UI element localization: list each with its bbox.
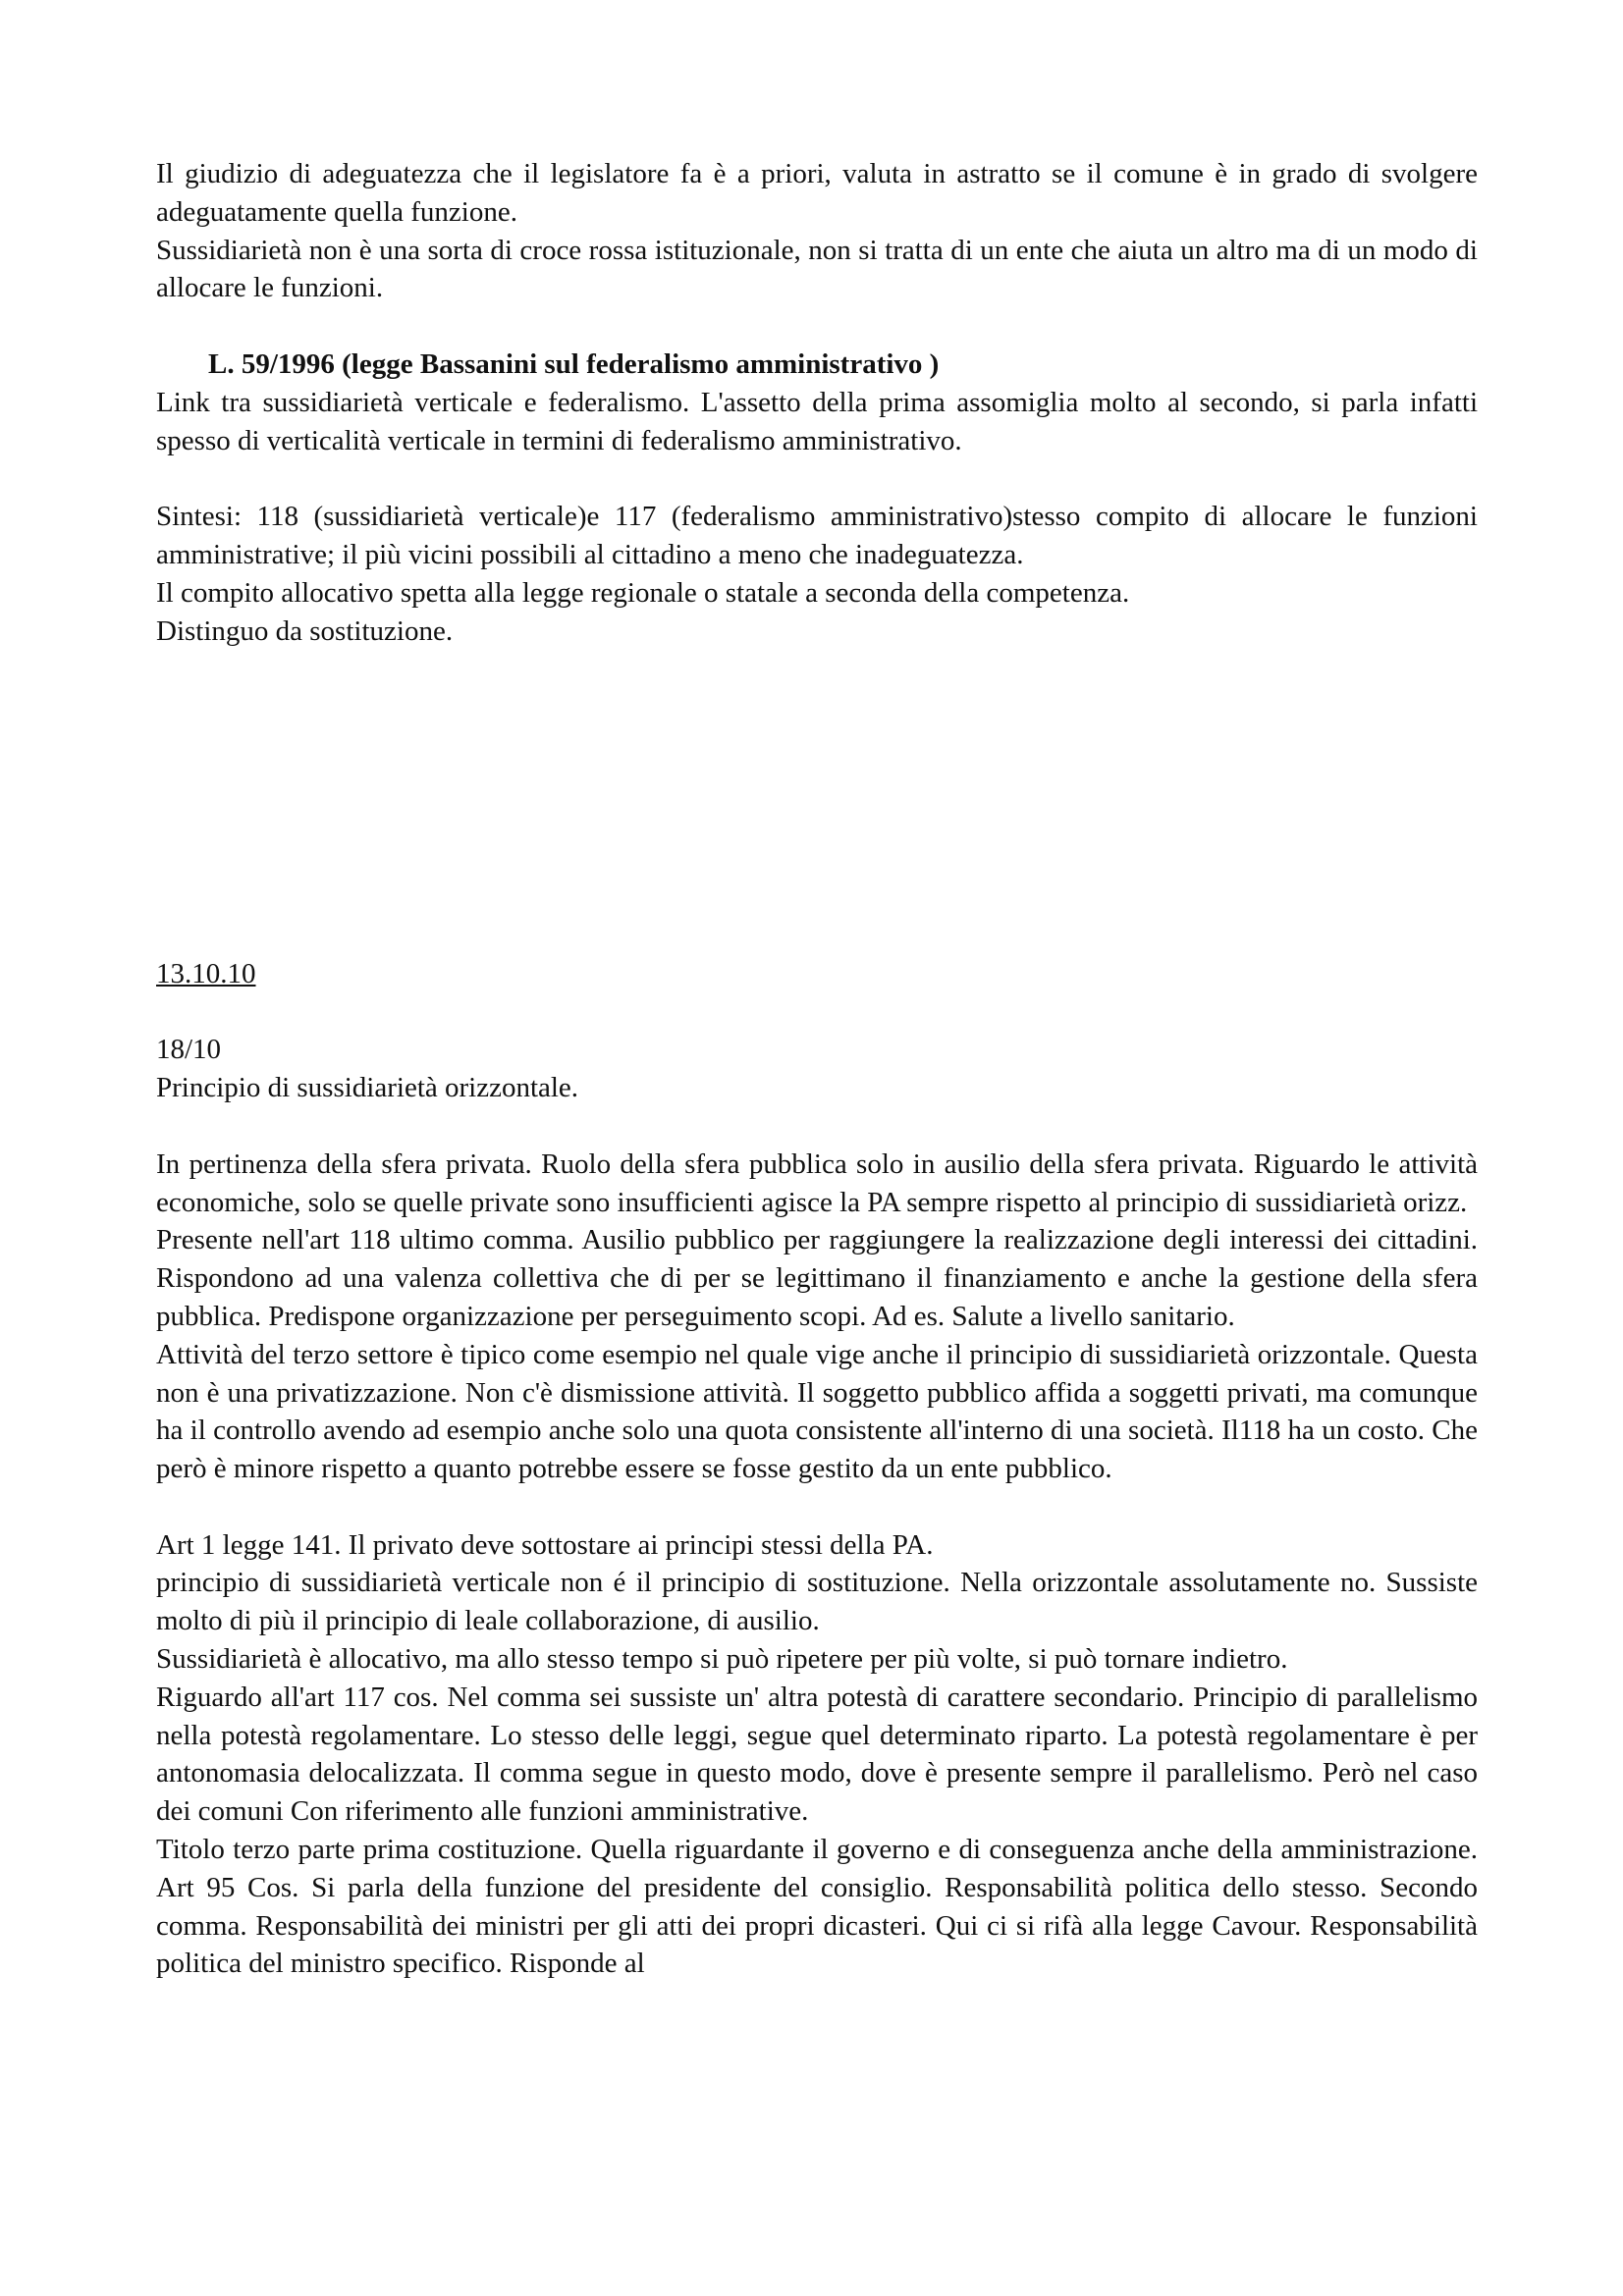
blank-line (156, 993, 1478, 1032)
blank-line (156, 688, 1478, 726)
paragraph: Riguardo all'art 117 cos. Nel comma sei sussiste un' altra potestà di carattere secondario. Principio di parallelismo nella potestà regolamentare. Lo stesso delle leggi, segue quel determinato riparto. La potestà regolamentare è per antonomasia delocalizzata. Il comma segue in questo modo, dove è presente sempre il parallelismo. Però nel caso dei comuni Con riferimento alle funzioni amministrative. (156, 1681, 1478, 1828)
paragraph: Il compito allocativo spetta alla legge regionale o statale a seconda della competenza. (156, 576, 1130, 609)
blank-line (156, 803, 1478, 841)
date-label: 18/10 (156, 1034, 222, 1066)
blank-line (156, 1107, 1478, 1146)
blank-line (156, 840, 1478, 879)
blank-line (156, 879, 1478, 917)
paragraph: Attività del terzo settore è tipico come esempio nel quale vige anche il principio di sussidiarietà orizzontale. Questa non è una privatizzazione. Non c'è dismissione attività. Il soggetto pubblico affida a soggetti privati, ma comunque ha il controllo avendo ad esempio anche solo una quota consistente all'interno di una società. Il118 ha un costo. Che però è minore rispetto a quanto potrebbe essere se fosse gestito da un ente pubblico. (156, 1338, 1478, 1485)
paragraph: Il giudizio di adeguatezza che il legislatore fa è a priori, valuta in astratto se il comune è in grado di svolgere adeguatamente quella funzione. (156, 158, 1478, 228)
blank-line (156, 307, 1478, 346)
paragraph: Sussidiarietà non è una sorta di croce rossa istituzionale, non si tratta di un ente che aiuta un altro ma di un modo di allocare le funzioni. (156, 234, 1478, 304)
date-heading: 13.10.10 (156, 957, 256, 989)
section-heading: L. 59/1996 (legge Bassanini sul federalismo amministrativo ) (208, 347, 940, 380)
paragraph: In pertinenza della sfera privata. Ruolo della sfera pubblica solo in ausilio della sfera privata. Riguardo le attività economiche, solo se quelle private sono insufficienti agisce la PA sempre rispetto al principio di sussidiarietà orizz. (156, 1148, 1478, 1218)
paragraph: Presente nell'art 118 ultimo comma. Ausilio pubblico per raggiungere la realizzazione degli interessi dei cittadini. Rispondono ad una valenza collettiva che di per se legittimano il finanziamento e anche la gestione della sfera pubblica. Predispone organizzazione per perseguimento scopi. Ad es. Salute a livello sanitario. (156, 1224, 1478, 1332)
subtitle: Principio di sussidiarietà orizzontale. (156, 1072, 579, 1104)
blank-line (156, 459, 1478, 498)
paragraph: Titolo terzo parte prima costituzione. Quella riguardante il governo e di conseguenza anche della amministrazione. Art 95 Cos. Si parla della funzione del presidente del consiglio. Responsabilità politica dello stesso. Secondo comma. Responsabilità dei ministri per gli atti dei propri dicasteri. Qui ci si rifà alla legge Cavour. Responsabilità politica del ministro specifico. Risponde al (156, 1834, 1478, 1980)
blank-line (156, 765, 1478, 803)
paragraph: Link tra sussidiarietà verticale e federalismo. L'assetto della prima assomiglia molto al secondo, si parla infatti spesso di verticalità verticale in termini di federalismo amministrativo. (156, 386, 1478, 456)
blank-line (156, 650, 1478, 688)
blank-line (156, 726, 1478, 765)
paragraph: principio di sussidiarietà verticale non é il principio di sostituzione. Nella orizzontale assolutamente no. Sussiste molto di più il principio di leale collaborazione, di ausilio. (156, 1567, 1478, 1637)
paragraph: Sintesi: 118 (sussidiarietà verticale)e 117 (federalismo amministrativo)stesso compito di allocare le funzioni amministrative; il più vicini possibili al cittadino a meno che inadeguatezza. (156, 501, 1478, 570)
paragraph: Sussidiarietà è allocativo, ma allo stesso tempo si può ripetere per più volte, si può tornare indietro. (156, 1643, 1288, 1676)
document-page (156, 155, 1478, 1983)
blank-line (156, 1488, 1478, 1526)
paragraph: Art 1 legge 141. Il privato deve sottostare ai principi stessi della PA. (156, 1528, 934, 1561)
blank-line (156, 917, 1478, 955)
paragraph: Distinguo da sostituzione. (156, 614, 454, 647)
